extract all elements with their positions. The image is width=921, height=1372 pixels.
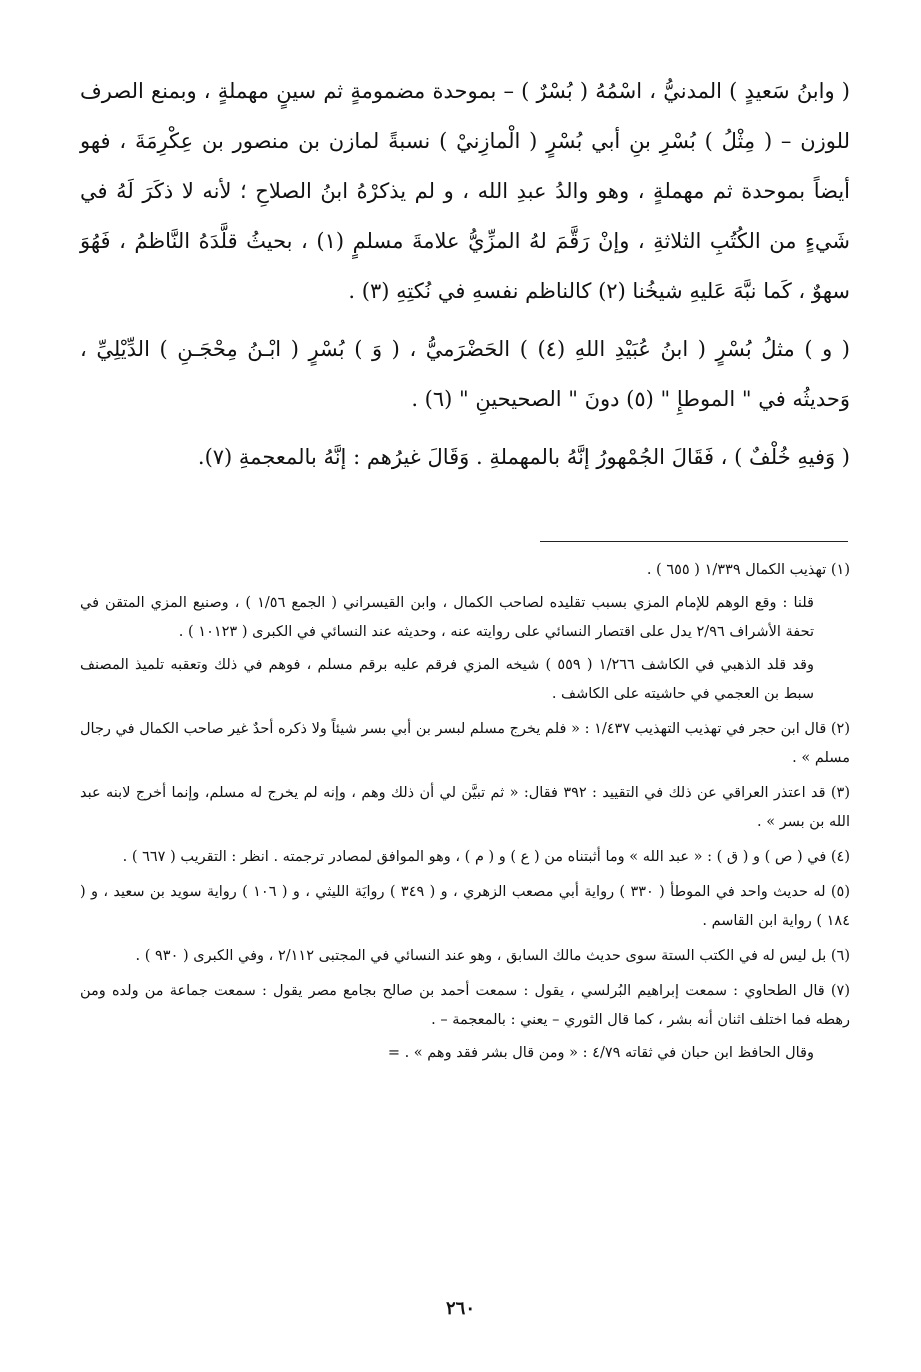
- footnote-2-text: (٢) قال ابن حجر في تهذيب التهذيب ١/٤٣٧ : « فلم يخرج مسلم لبسر بن أبي بسر شيئاً ولا ذكره أحدٌ غير صاحب الكمال في رجال مسلم » .: [80, 721, 851, 766]
- footnote-7-sub-1: وقال الحافظ ابن حبان في ثقاته ٤/٧٩ : « ومن قال بشر فقد وهم » . =: [387, 1045, 814, 1061]
- footnote-1-sub-2: وقد قلد الذهبي في الكاشف ١/٢٦٦ ( ٥٥٩ ) شيخه المزي فرقم عليه برقم مسلم ، فوهم في ذلك وتعقبه تلميذ المصنف سبط بن العجمي في حاشيته على الكاشف .: [80, 657, 814, 702]
- footnotes: [80, 556, 850, 1074]
- footnote-1: [80, 556, 850, 709]
- footnote-7-text: (٧) قال الطحاوي : سمعت إبراهيم البُرلسي ، يقول : سمعت أحمد بن صالح بجامع مصر يقول : سمعت جماعة من ولده ومن رهطه فما اختلف اثنان أنه بشر ، كما قال الثوري – يعني : بالمعجمة – .: [80, 983, 850, 1028]
- page-number: ٢٦٠: [445, 1298, 475, 1319]
- footnote-5: [80, 878, 850, 936]
- footnote-7: [80, 977, 850, 1068]
- footnote-1-sub-1: قلنا : وقع الوهم للإمام المزي بسبب تقليده لصاحب الكمال ، وابن القيسراني ( الجمع ١/٥٦ ) ، وصنيع المزي المتقن في تحفة الأشراف ٢/٩٦ يدل على اقتصار النسائي على روايته عنه ، وحديثه عند النسائي في الكبرى ( ١٠١٢٣ ) .: [80, 595, 814, 640]
- main-paragraph-2: ( و ) مثلُ بُسْرٍ ( ابنُ عُبَيْدِ اللهِ (٤) ) الحَضْرَميُّ ، ( وَ ) بُسْرٍ ( ابْـنُ مِحْجَـنِ ) الدِّيْلِيِّ ، وَحديثُه في " الموطإِ " (٥) دونَ " الصحيحينِ " (٦) .: [80, 337, 851, 411]
- footnote-6-text: (٦) بل ليس له في الكتب الستة سوى حديث مالك السابق ، وهو عند النسائي في المجتبى ٢/١١٢ ، وفي الكبرى ( ٩٣٠ ) .: [135, 948, 850, 964]
- footnote-3: [80, 779, 850, 837]
- main-text: [80, 66, 850, 482]
- footnote-4: [80, 843, 850, 872]
- main-paragraph-3: ( وَفيهِ خُلْفٌ ) ، فَقَالَ الجُمْهورُ إنَّهُ بالمهملةِ . وَقَالَ غيرُهم : إنَّهُ بالمعجمةِ (٧).: [197, 445, 850, 469]
- main-paragraph-1: ( وابنُ سَعيدٍ ) المدنيُّ ، اسْمُهُ ( بُسْرٌ ) – بموحدة مضمومةٍ ثم سينٍ مهملةٍ ، وبمنع الصرف للوزن – ( مِثْلُ ) بُسْرِ بنِ أبي بُسْرٍ ( الْمازِنيْ ) نسبةً لمازن بن منصور بن عِكْرِمَةَ ، فهو أيضاً بموحدة ثم مهملةٍ ، وهو والدُ عبدِ الله ، و لم يذكرْهُ ابنُ الصلاحِ ؛ لأنه لا ذكَرَ لَهُ في شَيءٍ من الكُتُبِ الثلاثةِ ، وإنْ رَقَّمَ لهُ المزِّيُّ علامةَ مسلمٍ (١) ، بحيثُ قلَّدَهُ النَّاظمُ ، فَهُوَ سهوٌ ، كَما نبَّهَ عَليهِ شيخُنا (٢) كالناظم نفسهِ في نُكتِهِ (٣) .: [80, 79, 850, 303]
- footnote-2: [80, 715, 850, 773]
- footnote-4-text: (٤) في ( ص ) و ( ق ) : « عبد الله » وما أثبتناه من ( ع ) و ( م ) ، وهو الموافق لمصادر ترجمته . انظر : التقريب ( ٦٦٧ ) .: [122, 849, 850, 865]
- footnote-1-text: (١) تهذيب الكمال ١/٣٣٩ ( ٦٥٥ ) .: [646, 562, 850, 578]
- footnote-5-text: (٥) له حديث واحد في الموطأ ( ٣٣٠ ) رواية أبي مصعب الزهري ، و ( ٣٤٩ ) روايَة الليثي ، و ( ١٠٦ ) رواية سويد بن سعيد ، و ( ١٨٤ ) رواية ابن القاسم .: [80, 884, 851, 929]
- footnote-separator: [540, 541, 848, 542]
- footnote-3-text: (٣) قد اعتذر العراقي عن ذلك في التقييد : ٣٩٢ فقال: « ثم تبيَّن لي أن ذلك وهم ، وإنه لم يخرج له مسلم، وإنما أخرج لابنه عبد الله بن بسر » .: [80, 785, 850, 830]
- footnote-6: [80, 942, 850, 971]
